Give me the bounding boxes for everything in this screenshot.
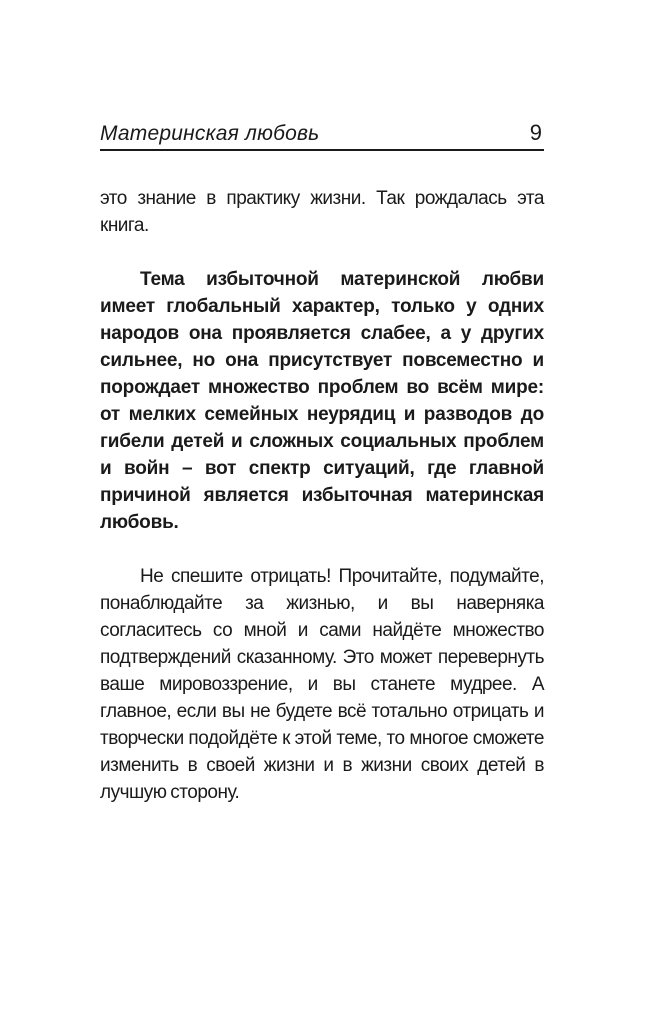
paragraph-bold-thesis: Тема избыточной материнской любви имеет глобальный характер, только у одних народов она проявляется слабее, а у других сильнее, но она присутствует повсеместно и порождает множество проблем во всём мире: от мелких семейных неурядиц и разводов до гибели детей и сложных социальных проблем и войн – вот спектр ситуаций, где главной причиной является избыточная материнская любовь. (100, 269, 544, 533)
page-number: 9 (529, 120, 542, 145)
body-text (100, 185, 544, 806)
running-title: Материнская любовь (100, 122, 320, 145)
paragraph-continuation: это знание в практику жизни. Так рождалась эта книга. (100, 188, 544, 236)
paragraph-appeal: Не спешите отрицать! Прочитайте, подумайте, понаблюдайте за жизнью, и вы наверняка согласитесь со мной и сами найдёте множество подтверждений сказанному. Это может перевернуть ваше мировоззрение, и вы станете мудрее. А главное, если вы не будете всё тотально отрицать и творчески подойдёте к этой теме, то многое сможете изменить в своей жизни и в жизни своих детей в лучшую сторону. (100, 566, 544, 803)
running-header (100, 120, 544, 151)
book-page (100, 120, 544, 806)
